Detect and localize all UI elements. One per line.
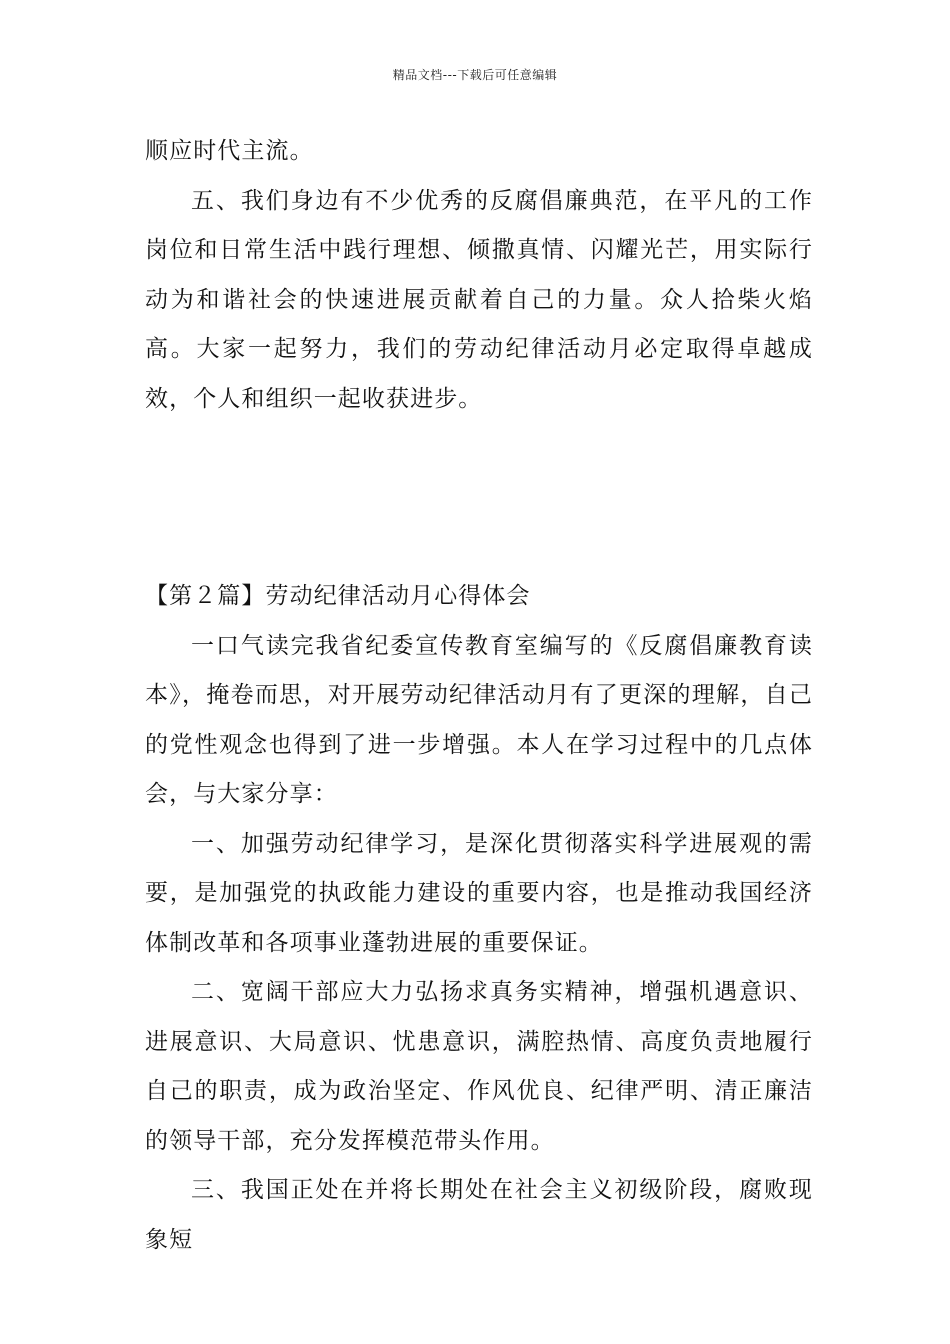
paragraph-point-two: 二、宽阔干部应大力弘扬求真务实精神，增强机遇意识、进展意识、大局意识、忧患意识，满腔热情、高度负责地履行自己的职责，成为政治坚定、作风优良、纪律严明、清正廉洁的领导干部，充分发挥模范带头作用。 bbox=[145, 979, 813, 1154]
paragraph-point-one: 一、加强劳动纪律学习，是深化贯彻落实科学进展观的需要，是加强党的执政能力建设的重要内容，也是推动我国经济体制改革和各项事业蓬勃进展的重要保证。 bbox=[145, 830, 813, 956]
section-title: 【第２篇】劳动纪律活动月心得体会 bbox=[145, 583, 531, 609]
paragraph-point-three: 三、我国正处在并将长期处在社会主义初级阶段，腐败现象短 bbox=[145, 1177, 813, 1253]
page-header: 精品文档---下载后可任意编辑 bbox=[392, 68, 558, 82]
section-gap bbox=[145, 424, 813, 572]
paragraph-continuation: 顺应时代主流。 bbox=[145, 138, 314, 164]
document-body bbox=[145, 127, 813, 1265]
paragraph-point-five: 五、我们身边有不少优秀的反腐倡廉典范，在平凡的工作岗位和日常生活中践行理想、倾撒真情、闪耀光芒，用实际行动为和谐社会的快速进展贡献着自己的力量。众人拾柴火焰高。大家一起努力，我们的劳动纪律活动月必定取得卓越成效，个人和组织一起收获进步。 bbox=[145, 187, 813, 412]
paragraph-intro: 一口气读完我省纪委宣传教育室编写的《反腐倡廉教育读本》，掩卷而思，对开展劳动纪律活动月有了更深的理解，自己的党性观念也得到了进一步增强。本人在学习过程中的几点体会，与大家分享： bbox=[145, 632, 813, 807]
